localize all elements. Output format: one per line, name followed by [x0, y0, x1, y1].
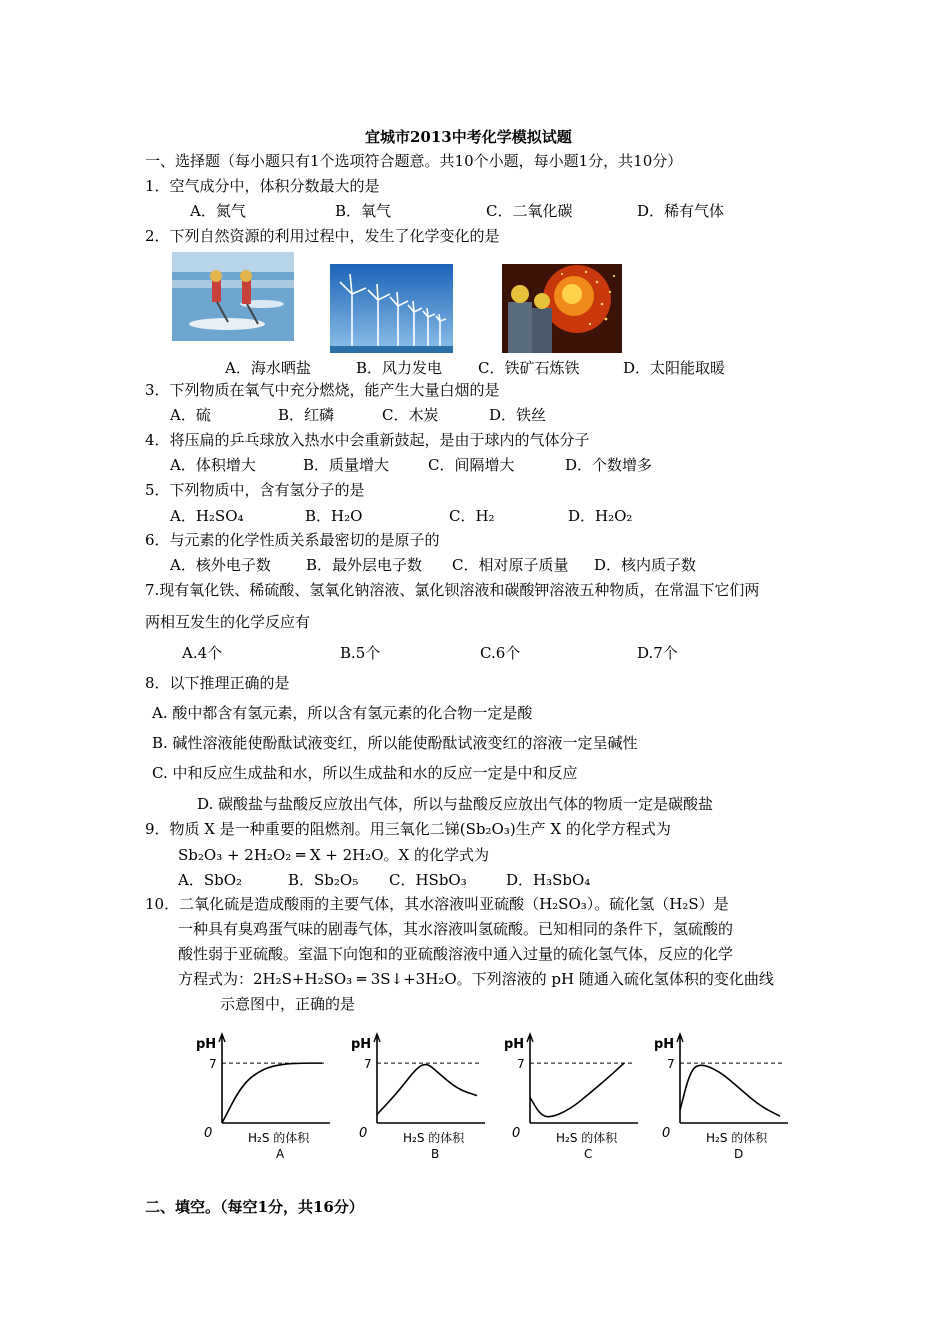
q2-option-c: C．铁矿石炼铁 — [478, 359, 580, 377]
q6-option-d: D．核内质子数 — [594, 556, 697, 574]
question-8-stem: 8．以下推理正确的是 — [145, 674, 290, 692]
question-10-line1: 10．二氧化硫是造成酸雨的主要气体，其水溶液叫亚硫酸（H₂SO₃）。硫化氢（H₂S）是 — [145, 895, 729, 913]
iron-smelting-photo — [502, 264, 622, 353]
chart-b-origin: 0 — [359, 1126, 368, 1141]
q3-option-b: B．红磷 — [278, 406, 335, 424]
chart-d-origin: 0 — [662, 1126, 671, 1141]
question-3-stem: 3．下列物质在氧气中充分燃烧，能产生大量白烟的是 — [145, 381, 500, 399]
question-1-stem: 1．空气成分中，体积分数最大的是 — [145, 177, 380, 195]
wind-turbine-photo — [330, 264, 453, 353]
q6-option-c: C．相对原子质量 — [452, 556, 569, 574]
q3-option-c: C．木炭 — [382, 406, 439, 424]
chart-c-ph-label: pH — [504, 1037, 525, 1052]
chart-b-x-label: H₂S 的体积 — [403, 1131, 465, 1145]
chart-a-ph-label: pH — [196, 1037, 217, 1052]
q8-option-a: A. 酸中都含有氢元素，所以含有氢元素的化合物一定是酸 — [152, 704, 533, 722]
chart-a-curve — [222, 1063, 322, 1123]
chart-b-tick-7: 7 — [364, 1057, 372, 1072]
q2-option-a: A．海水晒盐 — [225, 359, 311, 377]
chart-c-tick-7: 7 — [517, 1057, 525, 1072]
q9-option-b: B．Sb₂O₅ — [288, 871, 359, 889]
q5-option-b: B．H₂O — [305, 507, 363, 525]
q3-option-d: D．铁丝 — [489, 406, 547, 424]
q7-option-c: C.6个 — [480, 644, 521, 662]
chart-d-letter: D — [734, 1147, 744, 1161]
q4-option-a: A．体积增大 — [170, 456, 256, 474]
q4-option-c: C．间隔增大 — [428, 456, 515, 474]
q6-option-b: B．最外层电子数 — [306, 556, 423, 574]
chart-c-origin: 0 — [512, 1126, 521, 1141]
question-9-stem: 9．物质 X 是一种重要的阻燃剂。用三氧化二锑(Sb₂O₃)生产 X 的化学方程式为 — [145, 820, 671, 838]
chart-a-tick-7: 7 — [209, 1057, 217, 1072]
q7-option-a: A.4个 — [182, 644, 223, 662]
q9-option-d: D．H₃SbO₄ — [506, 871, 591, 889]
chart-a-letter: A — [276, 1147, 285, 1161]
question-2-stem: 2．下列自然资源的利用过程中，发生了化学变化的是 — [145, 227, 500, 245]
chart-b-ph-label: pH — [351, 1037, 372, 1052]
question-10-line5: 示意图中，正确的是 — [220, 995, 356, 1013]
chart-c-letter: C — [584, 1147, 593, 1161]
chart-b-letter: B — [431, 1147, 440, 1161]
q3-option-a: A．硫 — [170, 406, 211, 424]
section-heading-choice: 一、选择题（每小题只有1个选项符合题意。共10个小题，每小题1分，共10分） — [145, 152, 683, 170]
q9-equation: Sb₂O₃ + 2H₂O₂ ═ X + 2H₂O。X 的化学式为 — [178, 846, 489, 864]
q2-option-b: B．风力发电 — [356, 359, 443, 377]
q9-option-a: A．SbO₂ — [178, 871, 243, 889]
q8-option-c: C. 中和反应生成盐和水，所以生成盐和水的反应一定是中和反应 — [152, 764, 578, 782]
q1-option-c: C．二氧化碳 — [486, 202, 573, 220]
chart-b-curve — [377, 1065, 477, 1115]
q1-option-a: A．氮气 — [190, 202, 246, 220]
q8-option-b: B. 碱性溶液能使酚酞试液变红，所以能使酚酞试液变红的溶液一定呈碱性 — [152, 734, 638, 752]
q7-option-d: D.7个 — [637, 644, 678, 662]
ph-curve-charts — [180, 1028, 800, 1168]
q5-option-d: D．H₂O₂ — [568, 507, 633, 525]
q1-option-b: B．氧气 — [335, 202, 392, 220]
question-5-stem: 5．下列物质中，含有氢分子的是 — [145, 481, 365, 499]
chart-d-curve — [680, 1065, 780, 1116]
question-10-line2: 一种具有臭鸡蛋气味的剧毒气体，其水溶液叫氢硫酸。已知相同的条件下，氢硫酸的 — [178, 920, 734, 938]
section-heading-fill: 二、填空。（每空1分，共16分） — [145, 1198, 364, 1216]
q5-option-c: C．H₂ — [449, 507, 495, 525]
q7-option-b: B.5个 — [340, 644, 381, 662]
question-6-stem: 6．与元素的化学性质关系最密切的是原子的 — [145, 531, 440, 549]
q2-option-d: D．太阳能取暖 — [623, 359, 726, 377]
page-title: 宜城市2013中考化学模拟试题 — [365, 128, 572, 146]
q5-option-a: A．H₂SO₄ — [170, 507, 244, 525]
chart-d-ph-label: pH — [654, 1037, 675, 1052]
question-10-line4: 方程式为：2H₂S+H₂SO₃ ═ 3S↓+3H₂O。下列溶液的 pH 随通入硫化氢体积的变化曲线 — [178, 970, 774, 988]
sea-salt-photo — [172, 252, 294, 341]
q4-option-b: B．质量增大 — [303, 456, 390, 474]
question-4-stem: 4．将压扁的乒乓球放入热水中会重新鼓起，是由于球内的气体分子 — [145, 431, 590, 449]
q4-option-d: D．个数增多 — [565, 456, 653, 474]
q6-option-a: A．核外电子数 — [170, 556, 271, 574]
chart-d-x-label: H₂S 的体积 — [706, 1131, 768, 1145]
question-7-stem-line2: 两相互发生的化学反应有 — [145, 613, 311, 631]
chart-d-tick-7: 7 — [667, 1057, 675, 1072]
chart-c-x-label: H₂S 的体积 — [556, 1131, 618, 1145]
q1-option-d: D．稀有气体 — [637, 202, 725, 220]
q9-option-c: C．HSbO₃ — [389, 871, 467, 889]
chart-c-curve — [530, 1063, 624, 1117]
question-10-line3: 酸性弱于亚硫酸。室温下向饱和的亚硫酸溶液中通入过量的硫化氢气体，反应的化学 — [178, 945, 734, 963]
question-7-stem-line1: 7.现有氧化铁、稀硫酸、氢氧化钠溶液、氯化钡溶液和碳酸钾溶液五种物质，在常温下它们两 — [145, 581, 760, 599]
chart-a-x-label: H₂S 的体积 — [248, 1131, 310, 1145]
q8-option-d: D. 碳酸盐与盐酸反应放出气体，所以与盐酸反应放出气体的物质一定是碳酸盐 — [197, 795, 714, 813]
chart-a-origin: 0 — [204, 1126, 213, 1141]
